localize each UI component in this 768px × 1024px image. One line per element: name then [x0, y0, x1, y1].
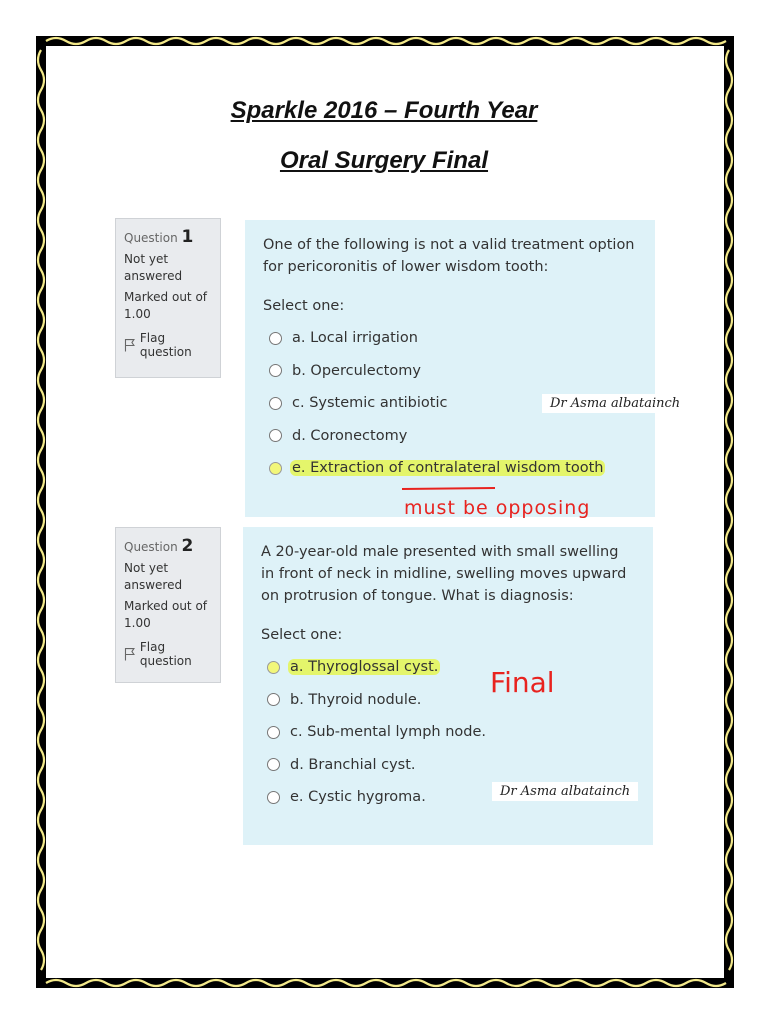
option-2c[interactable] [261, 716, 635, 749]
radio-button[interactable] [267, 661, 280, 674]
option-label-highlighted: a. Thyroglossal cyst. [290, 659, 439, 676]
option-label: a. Local irrigation [292, 330, 418, 347]
watermark-stamp: Dr Asma albatainch [492, 782, 638, 801]
option-2b[interactable] [261, 684, 635, 717]
question-2-number [124, 536, 220, 556]
wave-top [46, 38, 726, 44]
option-label: d. Coronectomy [292, 427, 408, 444]
radio-button[interactable] [269, 332, 282, 345]
option-1b[interactable] [263, 355, 637, 388]
radio-button[interactable] [267, 758, 280, 771]
wave-bottom [46, 980, 726, 986]
flag-question-label: Flag question [139, 331, 192, 359]
watermark-stamp: Dr Asma albatainch [542, 394, 688, 413]
option-label: c. Systemic antibiotic [292, 395, 448, 412]
option-1a[interactable] [263, 322, 637, 355]
document-title: Sparkle 2016 – Fourth Year [230, 97, 538, 124]
question-2-info [115, 527, 221, 683]
question-1-text: One of the following is not a valid treatment option for pericoronitis of lower wisdom tooth: [263, 237, 635, 275]
question-1-marked: Marked out of 1.00 [124, 290, 208, 321]
option-label: b. Thyroid nodule. [290, 691, 422, 708]
red-underline-mark [400, 486, 500, 492]
radio-button[interactable] [269, 429, 282, 442]
question-1-info [115, 218, 221, 378]
question-number: 2 [181, 536, 194, 556]
handwritten-note-2: Final [490, 666, 555, 699]
select-one-label: Select one: [263, 298, 345, 314]
question-label: Question [124, 540, 178, 554]
select-one-label: Select one: [261, 627, 343, 643]
radio-button[interactable] [267, 726, 280, 739]
flag-icon [124, 338, 136, 352]
option-label: d. Branchial cyst. [290, 756, 416, 773]
document-subtitle: Oral Surgery Final [279, 147, 489, 174]
option-1d[interactable] [263, 420, 637, 453]
option-label: b. Operculectomy [292, 362, 421, 379]
option-label: c. Sub-mental lymph node. [290, 724, 486, 741]
wave-right [726, 50, 732, 970]
radio-button[interactable] [269, 462, 282, 475]
flag-icon [124, 647, 136, 661]
radio-button[interactable] [267, 791, 280, 804]
option-2d[interactable] [261, 749, 635, 782]
option-1e[interactable] [263, 452, 637, 485]
question-2-marked: Marked out of 1.00 [124, 599, 208, 630]
radio-button[interactable] [269, 397, 282, 410]
question-2-text: A 20-year-old male presented with small swelling in front of neck in midline, swelling moves upward on protrusion of tongue. What is diagnosis: [261, 544, 627, 604]
flag-question-button[interactable] [124, 640, 220, 668]
option-label-highlighted: e. Extraction of contralateral wisdom tooth [292, 460, 604, 477]
wave-left [38, 50, 44, 970]
question-1-content [245, 220, 655, 517]
option-label: e. Cystic hygroma. [290, 789, 426, 806]
flag-question-label: Flag question [139, 640, 192, 668]
radio-button[interactable] [269, 364, 282, 377]
option-2a[interactable] [261, 651, 635, 684]
question-1-number [124, 227, 220, 247]
radio-button[interactable] [267, 693, 280, 706]
question-label: Question [124, 231, 178, 245]
question-1-status: Not yet answered [124, 252, 183, 283]
handwritten-note-1: must be opposing [404, 497, 591, 519]
question-number: 1 [181, 227, 194, 247]
question-2-status: Not yet answered [124, 561, 183, 592]
flag-question-button[interactable] [124, 331, 220, 359]
